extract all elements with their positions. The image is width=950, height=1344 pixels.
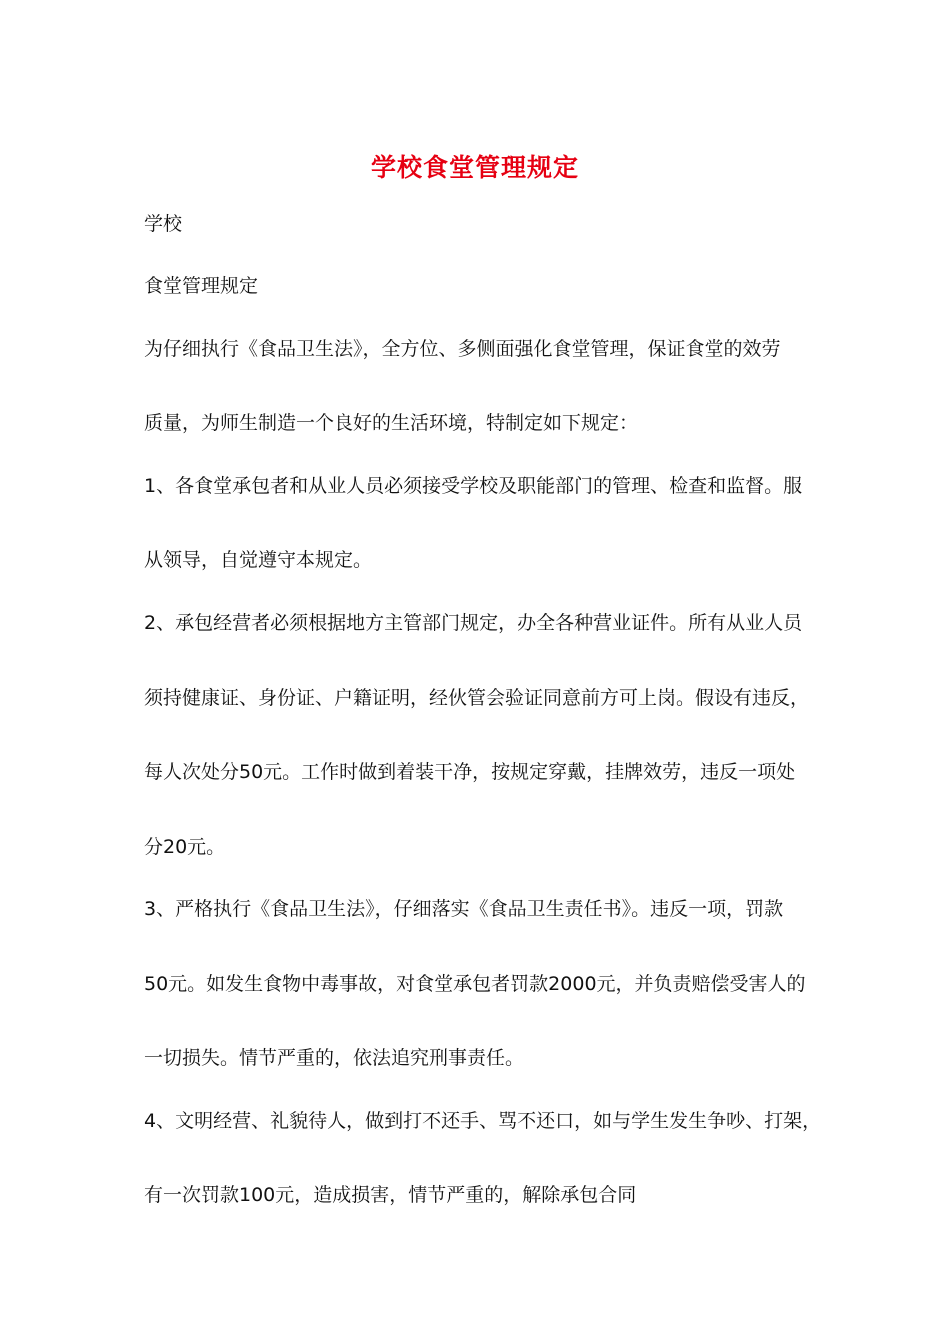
text-line-rule4-1: 4、文明经营、礼貌待人，做到打不还手、骂不还口，如与学生发生争吵、打架， [144,1110,822,1132]
text-line-intro-2: 质量，为师生制造一个良好的生活环境，特制定如下规定： [144,412,639,434]
text-line-rule3-2: 50元。如发生食物中毒事故，对食堂承包者罚款2000元，并负责赔偿受害人的 [144,973,806,995]
text-line-rule2-2: 须持健康证、身份证、户籍证明，经伙管会验证同意前方可上岗。假设有违反， [144,687,810,709]
text-line-rule3-1: 3、严格执行《食品卫生法》，仔细落实《食品卫生责任书》。违反一项，罚款 [144,898,784,920]
text-line-intro-1: 为仔细执行《食品卫生法》，全方位、多侧面强化食堂管理，保证食堂的效劳 [144,338,781,360]
text-line-rule4-2: 有一次罚款100元，造成损害，情节严重的，解除承包合同 [144,1184,637,1206]
document-title: 学校食堂管理规定 [370,153,579,182]
text-line-rule3-3: 一切损失。情节严重的，依法追究刑事责任。 [144,1047,525,1069]
text-line-rule2-4: 分20元。 [144,836,226,858]
text-line-rule2-1: 2、承包经营者必须根据地方主管部门规定，办全各种营业证件。所有从业人员 [144,612,803,634]
text-line-rule1-2: 从领导，自觉遵守本规定。 [144,549,373,571]
text-line-subtitle: 食堂管理规定 [144,275,259,297]
text-line-school: 学校 [144,213,183,235]
text-line-rule2-3: 每人次处分50元。工作时做到着装干净，按规定穿戴，挂牌效劳，违反一项处 [144,761,796,783]
text-line-rule1-1: 1、各食堂承包者和从业人员必须接受学校及职能部门的管理、检查和监督。服 [144,475,803,497]
